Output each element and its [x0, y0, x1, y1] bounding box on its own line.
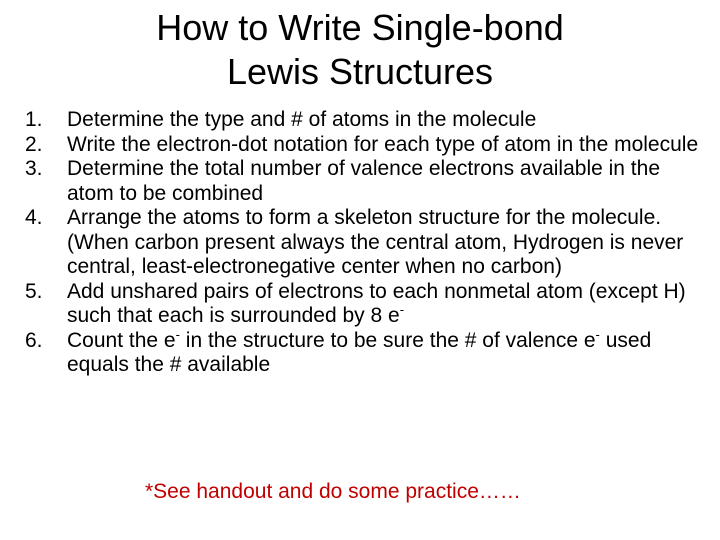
- superscript-minus: -: [595, 326, 600, 342]
- superscript-minus: -: [399, 302, 405, 317]
- handout-note: *See handout and do some practice……: [145, 480, 521, 503]
- title-line-2: Lewis Structures: [226, 51, 494, 92]
- step-number: 5.: [25, 279, 43, 303]
- title-line-1: How to Write Single-bond: [156, 7, 564, 48]
- step-number: 1.: [25, 108, 43, 131]
- step-number: 6.: [25, 328, 43, 352]
- step-number: 3.: [25, 157, 43, 180]
- step-text: Determine the total number of valence electrons available in the atom to be combined: [67, 157, 661, 205]
- step-2: [25, 133, 705, 158]
- step-text: Write the electron-dot notation for each type of atom in the molecule: [67, 132, 699, 156]
- step-6: [25, 326, 705, 378]
- step-text: Arrange the atoms to form a skeleton structure for the molecule. (When carbon present always the central atom, Hydrogen is never central, least-electronegative center when no carbon): [67, 206, 684, 278]
- step-number: 4.: [25, 206, 43, 229]
- step-text: Add unshared pairs of electrons to each nonmetal atom (except H) such that each is surrounded by 8 e: [67, 279, 686, 327]
- step-number: 2.: [25, 132, 43, 156]
- step-3: [25, 157, 705, 206]
- step-text-part-3: used equals the # available: [67, 328, 652, 376]
- step-5: [25, 280, 705, 329]
- slide-title: [0, 6, 720, 94]
- step-text-part-2: in the structure to be sure the # of valence e: [179, 328, 596, 352]
- step-text-part-1: Count the e: [67, 328, 176, 352]
- step-text: Determine the type and # of atoms in the molecule: [67, 108, 537, 131]
- steps-list: [25, 108, 705, 378]
- step-1: [25, 108, 705, 133]
- step-4: [25, 206, 705, 280]
- superscript-minus: -: [175, 326, 180, 342]
